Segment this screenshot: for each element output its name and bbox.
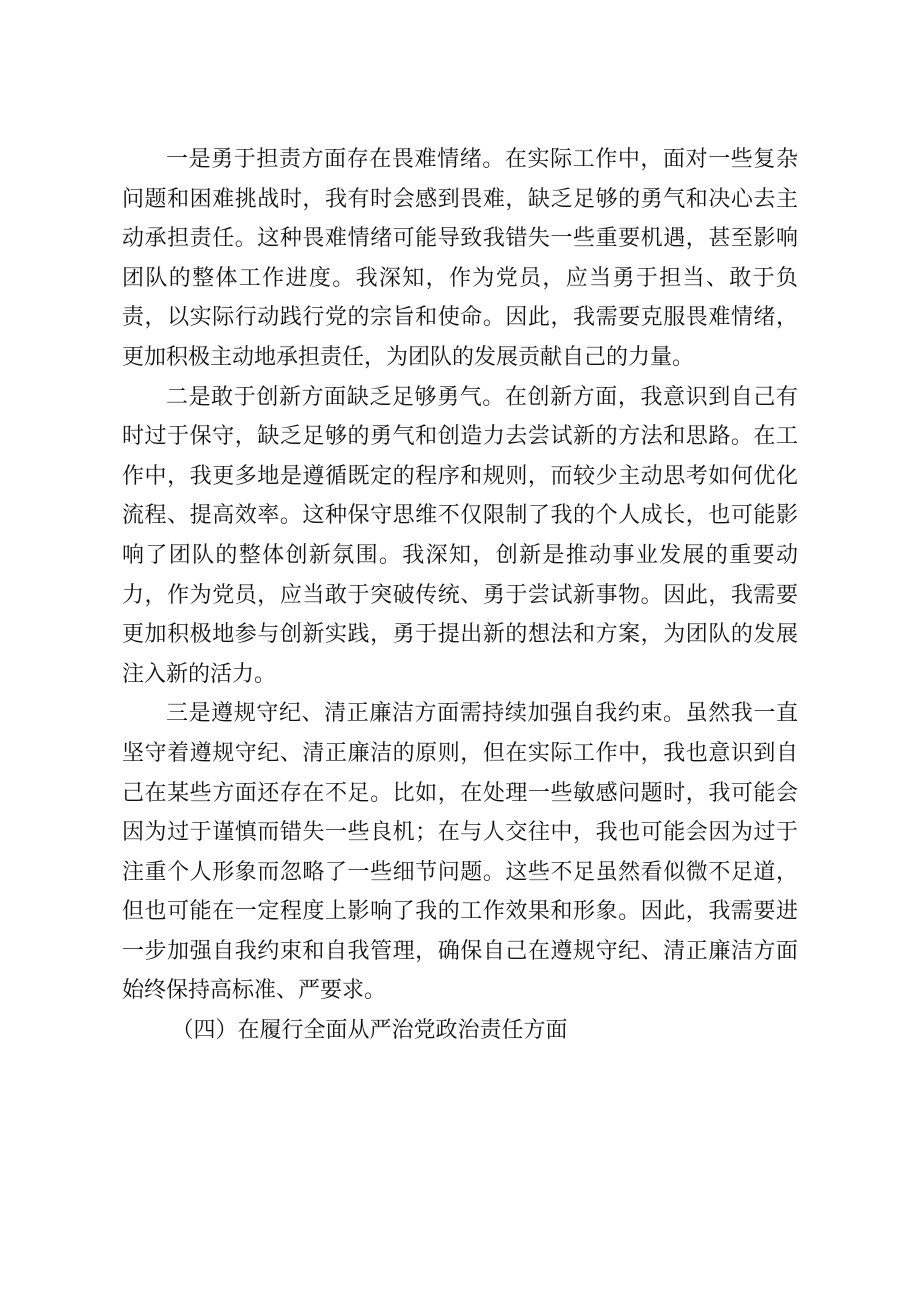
- paragraph-responsibility: 一是勇于担责方面存在畏难情绪。在实际工作中，面对一些复杂问题和困难挑战时，我有时会感到畏难，缺乏足够的勇气和决心去主动承担责任。这种畏难情绪可能导致我错失一些重要机遇，甚至影响团队的整体工作进度。我深知，作为党员，应当勇于担当、敢于负责，以实际行动践行党的宗旨和使命。因此，我需要克服畏难情绪，更加积极主动地承担责任，为团队的发展贡献自己的力量。: [122, 147, 798, 370]
- document-body: [122, 140, 798, 1051]
- section-heading: （四）在履行全面从严治党政治责任方面: [171, 1018, 568, 1044]
- paragraph-innovation: 二是敢于创新方面缺乏足够勇气。在创新方面，我意识到自己有时过于保守，缺乏足够的勇气和创造力去尝试新的方法和思路。在工作中，我更多地是遵循既定的程序和规则，而较少主动思考如何优化流程、提高效率。这种保守思维不仅限制了我的个人成长，也可能影响了团队的整体创新氛围。我深知，创新是推动事业发展的重要动力，作为党员，应当敢于突破传统、勇于尝试新事物。因此，我需要更加积极地参与创新实践，勇于提出新的想法和方案，为团队的发展注入新的活力。: [122, 384, 798, 687]
- paragraph-discipline: 三是遵规守纪、清正廉洁方面需持续加强自我约束。虽然我一直坚守着遵规守纪、清正廉洁的原则，但在实际工作中，我也意识到自己在某些方面还存在不足。比如，在处理一些敏感问题时，我可能会因为过于谨慎而错失一些良机；在与人交往中，我也可能会因为过于注重个人形象而忽略了一些细节问题。这些不足虽然看似微不足道，但也可能在一定程度上影响了我的工作效果和形象。因此，我需要进一步加强自我约束和自我管理，确保自己在遵规守纪、清正廉洁方面始终保持高标准、严要求。: [122, 701, 798, 1004]
